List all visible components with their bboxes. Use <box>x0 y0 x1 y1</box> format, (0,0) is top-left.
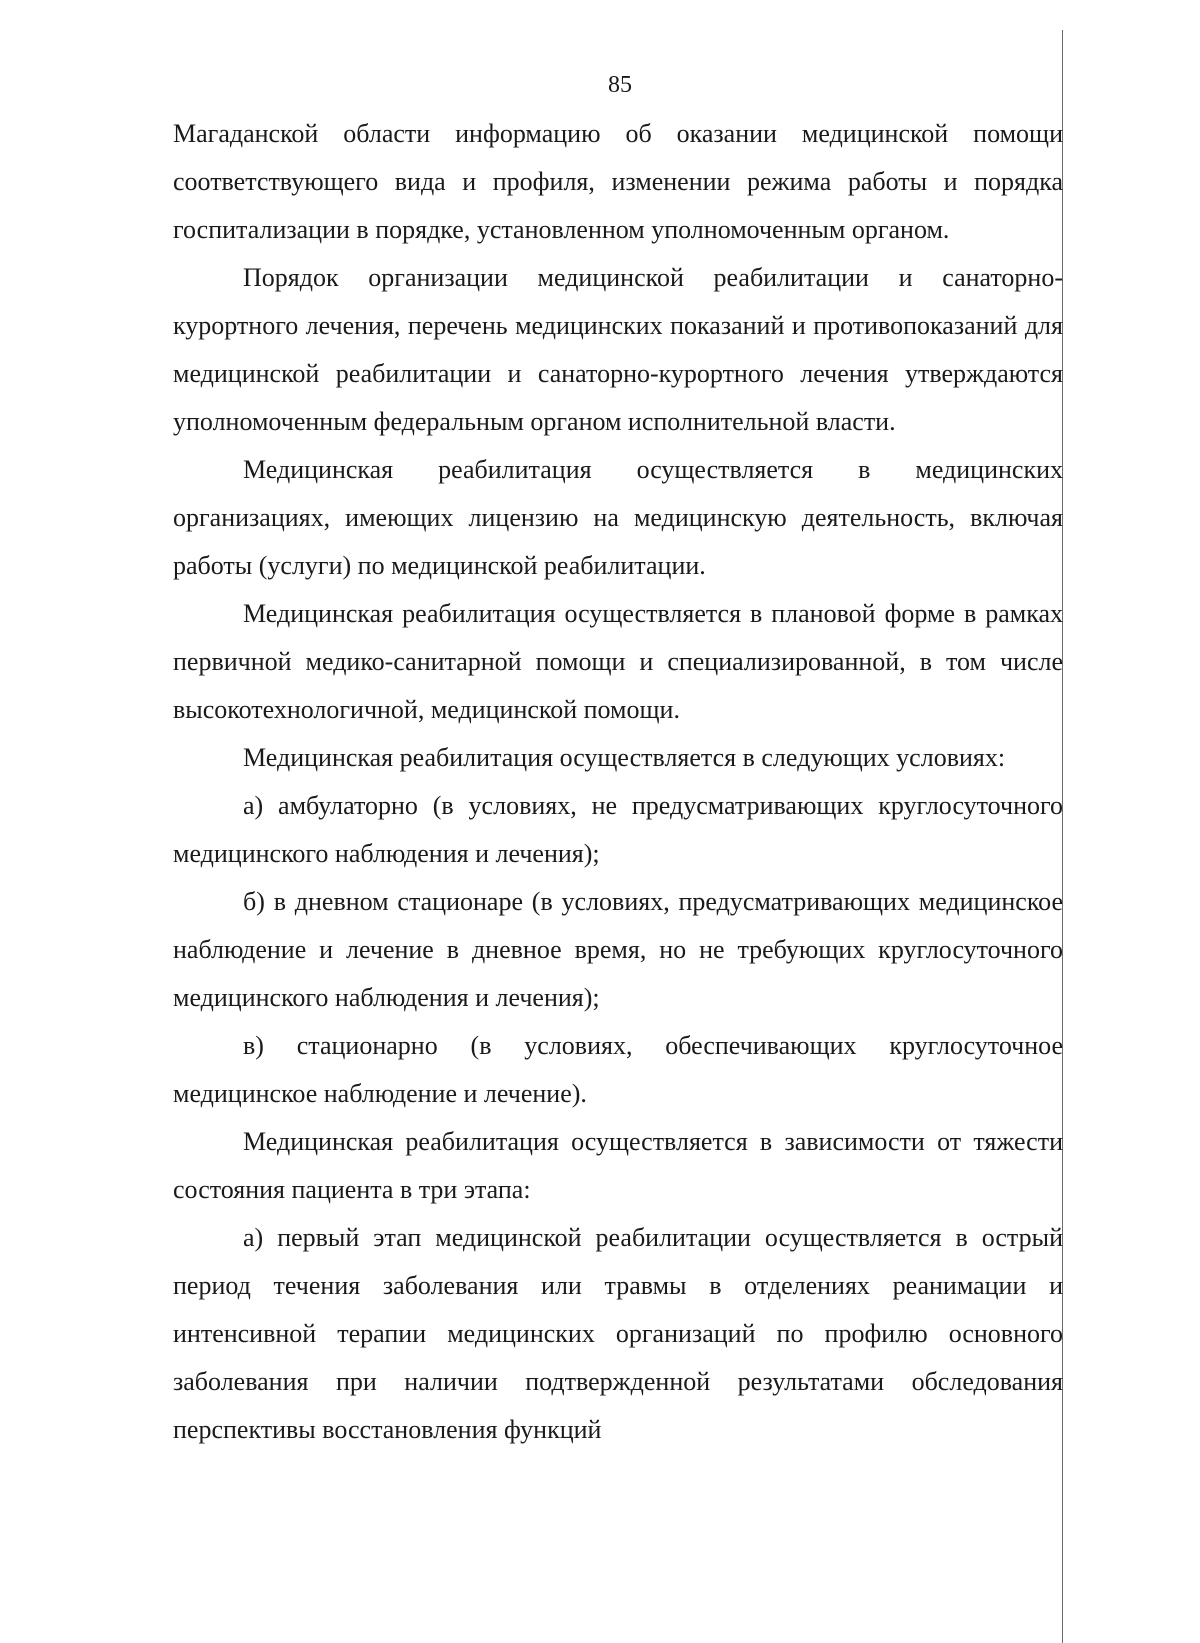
list-item-outpatient: а) амбулаторно (в условиях, не предусматривающих круглосуточного медицинского наблюдения и лечения); <box>173 791 1063 868</box>
paragraph-rehab-organizations: Медицинская реабилитация осуществляется в медицинских организациях, имеющих лицензию на медицинскую деятельность, включая работы (услуги) по медицинской реабилитации. <box>173 455 1063 580</box>
paragraph-rehab-stages: Медицинская реабилитация осуществляется в зависимости от тяжести состояния пациента в три этапа: <box>173 1127 1063 1204</box>
list-item-inpatient: в) стационарно (в условиях, обеспечивающих круглосуточное медицинское наблюдение и лечение). <box>173 1031 1063 1108</box>
document-body <box>173 110 1063 1454</box>
paragraph-continuation: Магаданской области информацию об оказании медицинской помощи соответствующего вида и профиля, изменении режима работы и порядка госпитализации в порядке, установленном уполномоченным органом. <box>173 119 1063 244</box>
paragraph-rehab-planned-form: Медицинская реабилитация осуществляется в плановой форме в рамках первичной медико-санитарной помощи и специализированной, в том числе высокотехнологичной, медицинской помощи. <box>173 599 1063 724</box>
list-item-first-stage: а) первый этап медицинской реабилитации осуществляется в острый период течения заболевания или травмы в отделениях реанимации и интенсивной терапии медицинских организаций по профилю основного заболевания при наличии подтвержденной результатами обследования перспективы восстановления функций <box>173 1223 1063 1444</box>
paragraph-rehab-procedure: Порядок организации медицинской реабилитации и санаторно-курортного лечения, перечень медицинских показаний и противопоказаний для медицинской реабилитации и санаторно-курортного лечения утверждаются уполномоченным федеральным органом исполнительной власти. <box>173 263 1063 436</box>
paragraph-rehab-conditions: Медицинская реабилитация осуществляется в следующих условиях: <box>243 743 1006 772</box>
list-item-day-hospital: б) в дневном стационаре (в условиях, предусматривающих медицинское наблюдение и лечение в дневное время, но не требующих круглосуточного медицинского наблюдения и лечения); <box>173 887 1063 1012</box>
page-number: 85 <box>608 72 632 98</box>
